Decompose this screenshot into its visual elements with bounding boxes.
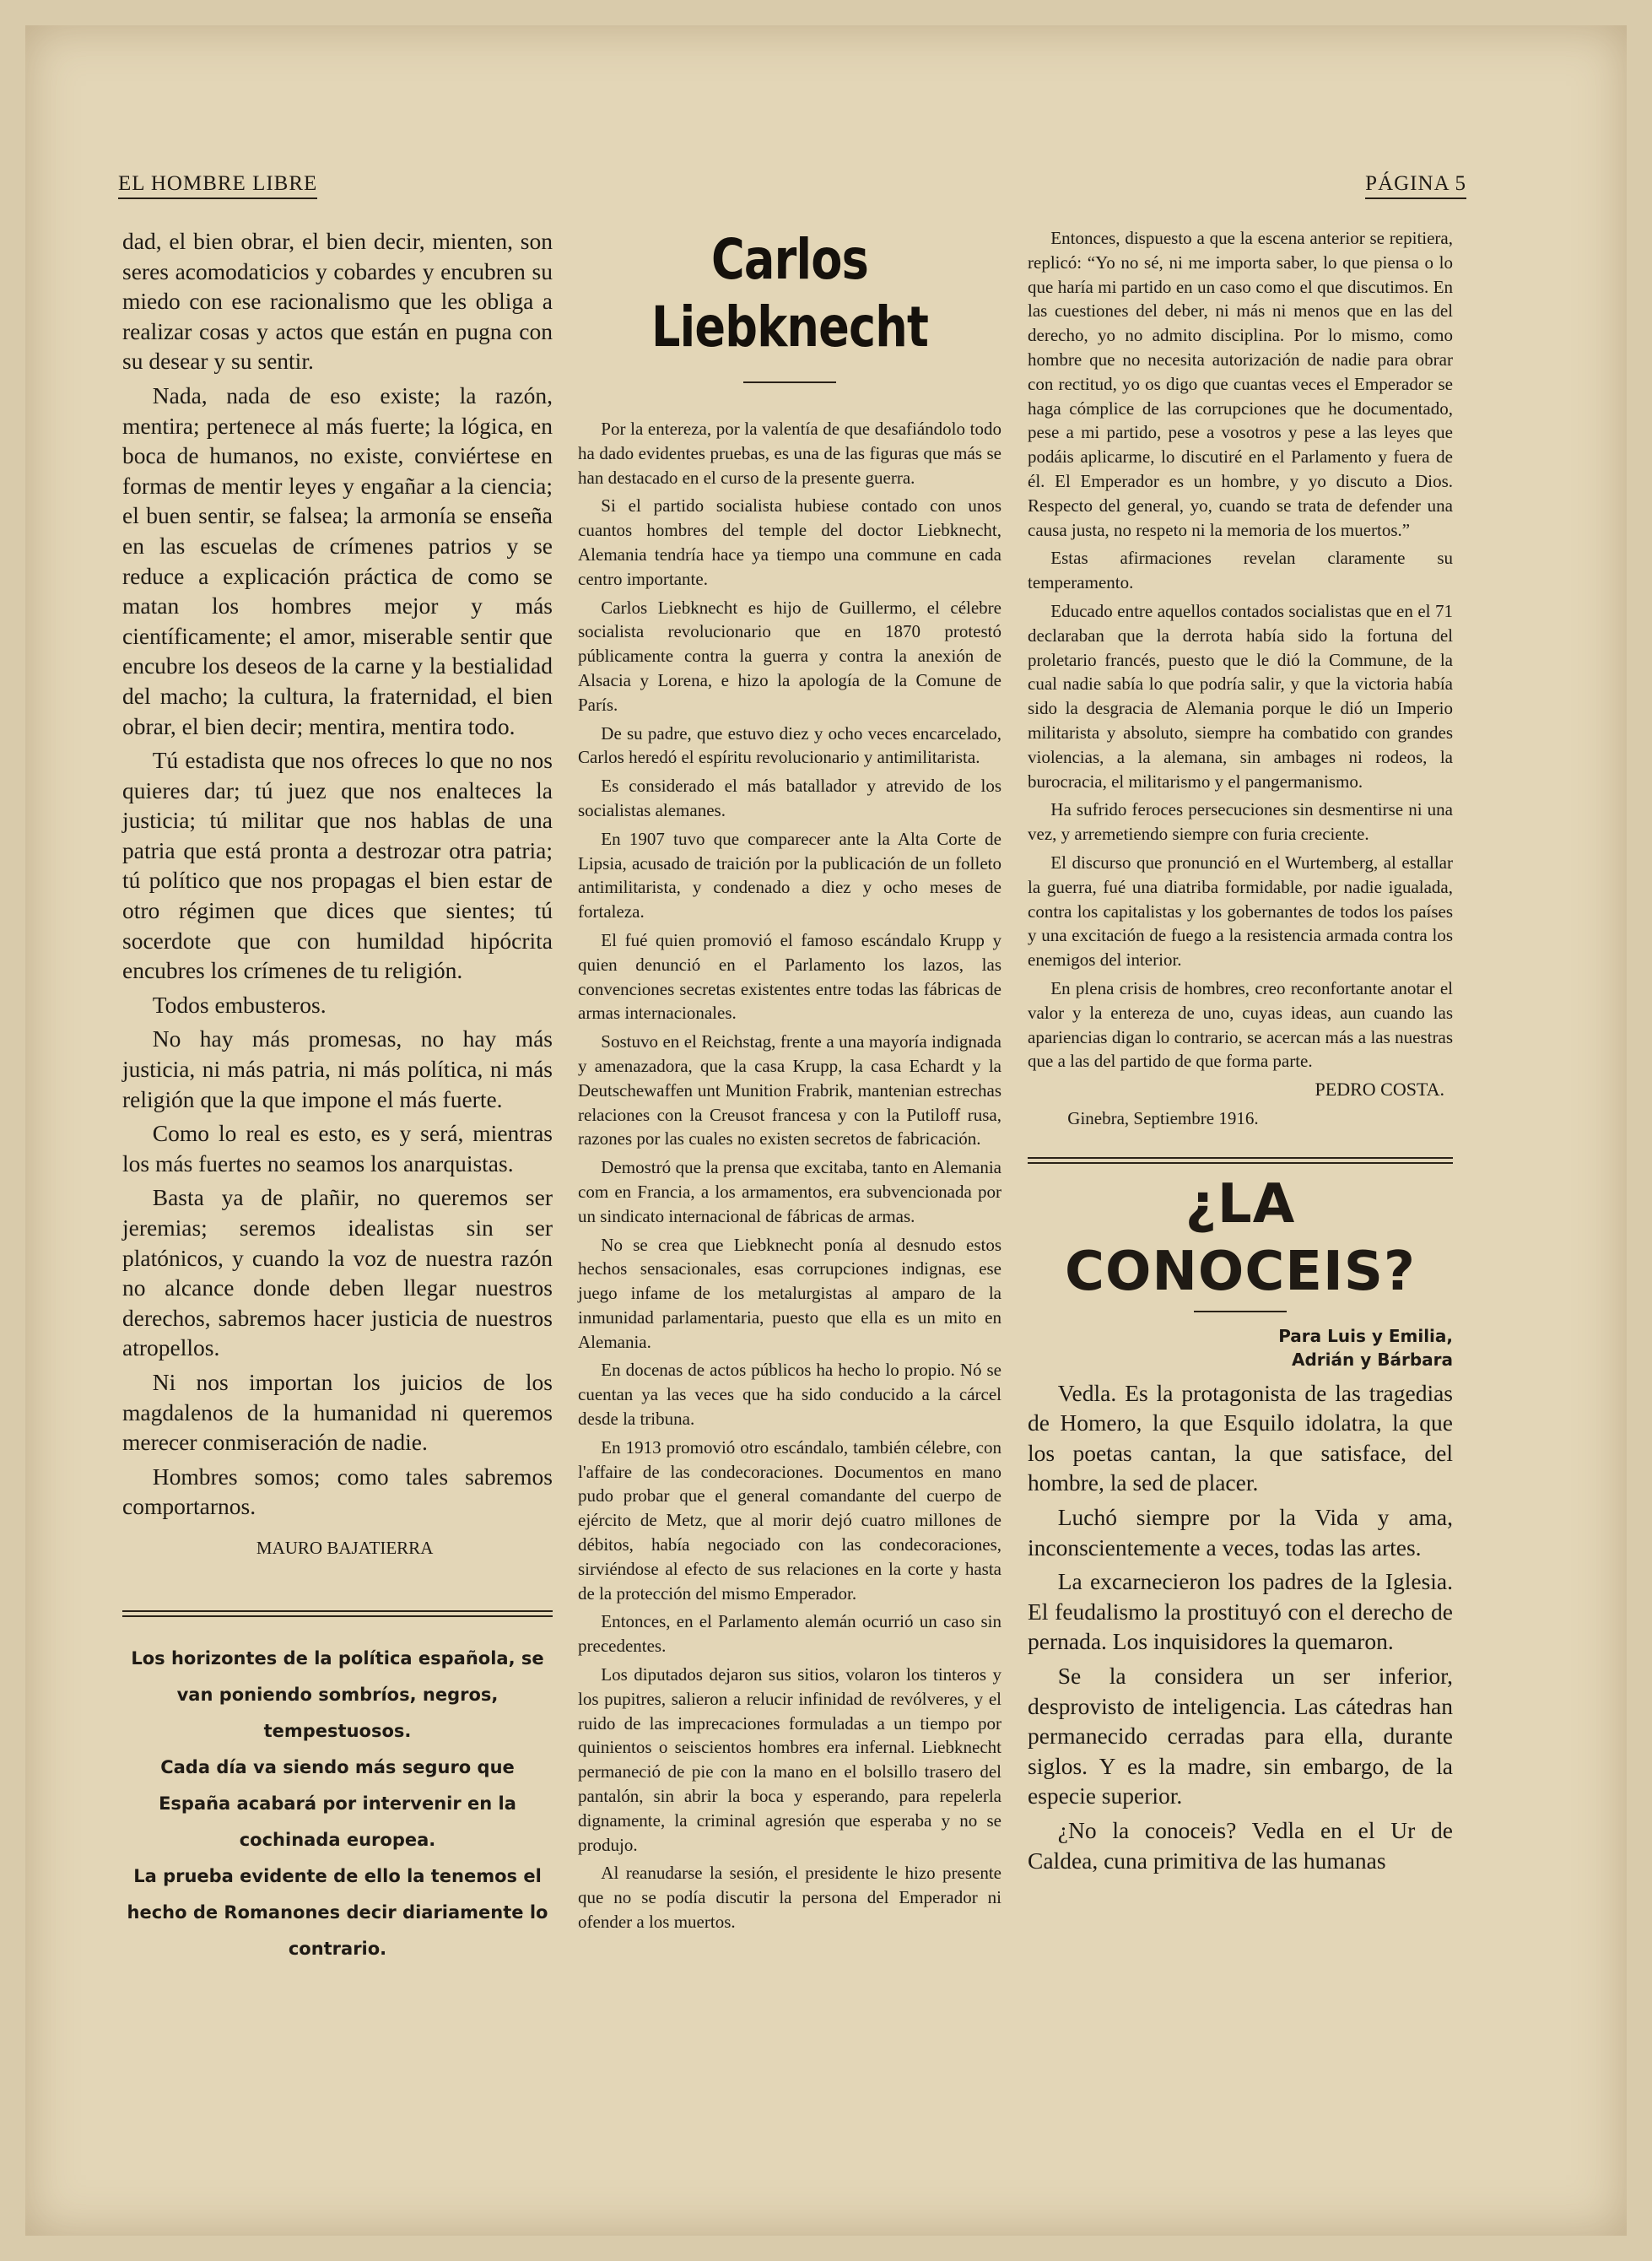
article-paragraph: De su padre, que estuvo diez y ocho veces encarcelado, Carlos heredó el espíritu revolucionario y antimilitarista.: [578, 722, 1001, 768]
article-paragraph: Como lo real es esto, es y será, mientras los más fuertes no seamos los anarquistas.: [122, 1120, 553, 1176]
article-paragraph: No hay más promesas, no hay más justicia, ni más patria, ni más política, ni más religión que la que impone el más fuerte.: [122, 1025, 553, 1112]
section-divider: [122, 1610, 553, 1617]
article-paragraph: Estas afirmaciones revelan claramente su temperamento.: [1028, 548, 1453, 593]
article-paragraph: Todos embusteros.: [152, 991, 327, 1018]
article-paragraph: Por la entereza, por la valentía de que desafiándolo todo ha dado evidentes pruebas, es una de las figuras que más se han destacado en el curso de la presente guerra.: [578, 419, 1001, 488]
article-paragraph: Nada, nada de eso existe; la razón, mentira; pertenece al más fuerte; la lógica, en boca de humanos, no existe, conviértese en formas de mentir leyes y engañar a la ciencia; el buen sentir, se falsea; la armonía se enseña en las escuelas de crímenes patrios y se reduce a explicación práctica de como se matan los hombres mejor y más científicamente; el amor, miserable sentir que encubre los deseos de la carne y la bestialidad del macho; la cultura, la fraternidad, el bien obrar, el bien decir; mentira, mentira todo.: [122, 381, 553, 739]
article-paragraph: En 1913 promovió otro escándalo, también célebre, con l'affaire de las condecoraciones. Documentos en mano pudo probar que el general comandante del cuerpo de ejército de Metz, que al morir dejó cuatro millones de débitos, había negociado con las condecoraciones, sirviéndose al efecto de sus relaciones en la corte y hasta de la protección del mismo Emperador.: [578, 1436, 1001, 1604]
article-paragraph: dad, el bien obrar, el bien decir, mienten, son seres acomodaticios y cobardes y encubren su miedo con ese racionalismo que les obliga a realizar cosas y actos que están en pugna con su desear y su sentir.: [122, 228, 553, 375]
article-paragraph: En plena crisis de hombres, creo reconfortante anotar el valor y la entereza de uno, cuyas ideas, aun cuando las apariencias digan lo contrario, se acercan más a las nuestras que a las del partido de que forma parte.: [1028, 977, 1453, 1072]
article-paragraph: Basta ya de plañir, no queremos ser jeremias; seremos idealistas sin ser platónicos, y cuando la voz de nuestra razón no alcance donde deben llegar nuestros derechos, sabremos hacer justicia de nuestros atropellos.: [122, 1184, 553, 1361]
article-paragraph: La excarnecieron los padres de la Iglesia. El feudalismo la prostituyó con el derecho de pernada. Los inquisidores la quemaron.: [1028, 1568, 1453, 1655]
article-paragraph: Es considerado el más batallador y atrevido de los socialistas alemanes.: [578, 776, 1001, 820]
dedication: [1028, 1324, 1453, 1371]
article-paragraph: Ni nos importan los juicios de los magdalenos de la humanidad ni queremos merecer conmiseración de nadie.: [122, 1368, 553, 1456]
newspaper-name: EL HOMBRE LIBRE: [118, 172, 317, 199]
article-paragraph: Al reanudarse la sesión, el presidente le hizo presente que no se podía discutir la persona del Emperador ni ofender a los muertos.: [578, 1863, 1001, 1933]
title-rule: [743, 381, 836, 383]
article-paragraph: ¿No la conoceis? Vedla en el Ur de Caldea, cuna primitiva de las humanas: [1028, 1817, 1453, 1874]
notice-paragraph: Cada día va siendo más seguro que España acabará por intervenir en la cochinada europea.: [159, 1756, 516, 1850]
article-title: Carlos Liebknecht: [651, 227, 928, 360]
article-paragraph: Sostuvo en el Reichstag, frente a una mayoría indignada y amenazadora, que la casa Krupp, la casa Echardt y la Deutschewaffen unt Munition Frabrik, mantenian estrechas relaciones con la Creusot francesa y con la Putiloff rusa, razones por las cuales no existen secretos de fabricación.: [578, 1031, 1001, 1149]
article-paragraph: Educado entre aquellos contados socialistas que en el 71 declaraban que la derrota había sido la fortuna del proletario francés, puesto que le dió la Commune, de la cual nadie sabía lo que podría salir, y que la victoria había sido la desgracia de Alemania porque le dió un Imperio militarista y absoluto, siempre ha combatido con grandes violencias, a la alemana, sin ambages ni rodeos, la burocracia, el militarismo y el pangermanismo.: [1028, 600, 1453, 792]
dedication-line: Para Luis y Emilia,: [1278, 1325, 1453, 1346]
article-paragraph: Vedla. Es la protagonista de las tragedias de Homero, la que Esquilo idolatra, la que los poetas cantan, la que satisface, del hombre, la sed de placer.: [1028, 1379, 1453, 1496]
article-paragraph: No se crea que Liebknecht ponía al desnudo estos hechos sensacionales, esas corrupciones indignas, ese juego infame de los metalurgistas al amparo de la inmunidad parlamentaria, puesto que ella es un mito en Alemania.: [578, 1234, 1001, 1352]
article-paragraph: Los diputados dejaron sus sitios, volaron los tinteros y los pupitres, salieron a relucir infinidad de revólveres, y el ruido de las imprecaciones formuladas a un tiempo por quinientos o seiscientos hombres era infernal. Liebknecht permaneció de pie con la mano en el bolsillo trasero del pantalón, sin abrir la boca y esperando, para repelerla dignamente, la criminal agresión que esperaba y no se produjo.: [578, 1664, 1001, 1855]
article-paragraph: Hombres somos; como tales sabremos comportarnos.: [122, 1463, 553, 1520]
column-right: [1028, 226, 1453, 1880]
article-body: [1028, 1378, 1453, 1876]
article-paragraph: Ha sufrido feroces persecuciones sin desmentirse ni una vez, y arremetiendo siempre con furia creciente.: [1028, 799, 1453, 845]
article-paragraph: Tú estadista que nos ofreces lo que no nos quieres dar; tú juez que nos enalteces la justicia; tú militar que nos hablas de una patria que está pronta a destrozar otra patria; tú político que nos propagas el bien estar de otro régimen que dices que sientes; tú socerdote que con humildad hipócrita encubres los crímenes de tu religión.: [122, 747, 553, 984]
author-signature: MAURO BAJATIERRA: [256, 1537, 434, 1558]
dedication-line: Adrián y Bárbara: [1292, 1349, 1453, 1370]
article-paragraph: Se la considera un ser inferior, desprovisto de inteligencia. Las cátedras han permanecido cerradas para ella, durante siglos. Y es la madre, sin embargo, de la especie superior.: [1028, 1663, 1453, 1809]
article-paragraph: Entonces, en el Parlamento alemán ocurrió un caso sin precedentes.: [578, 1611, 1001, 1657]
article-paragraph: El discurso que pronunció en el Wurtemberg, al estallar la guerra, fué una diatriba formidable, por nadie igualada, contra los capitalistas y los gobernantes de todos los países y una excitación de fuego a la resistencia armada contra los enemigos del interior.: [1028, 852, 1453, 971]
article-paragraph: El fué quien promovió el famoso escándalo Krupp y quien denunció en el Parlamento los lazos, las convenciones secretas existentes entre todas las fábricas de armas internacionales.: [578, 929, 1001, 1024]
article-paragraph: En 1907 tuvo que comparecer ante la Alta Corte de Lipsia, acusado de traición por la publicación de un folleto antimilitarista, y condenado a diez y ocho meses de fortaleza.: [578, 828, 1001, 922]
article-paragraph: En docenas de actos públicos ha hecho lo propio. Nó se cuentan ya las veces que ha sido conducido a la cárcel desde la tribuna.: [578, 1360, 1001, 1430]
title-rule: [1194, 1311, 1287, 1312]
section-divider: [1028, 1157, 1453, 1164]
notice-box: [122, 1641, 553, 1967]
column-left: [122, 226, 553, 1967]
place-date: Ginebra, Septiembre 1916.: [1067, 1107, 1259, 1128]
notice-paragraph: La prueba evidente de ello la tenemos el hecho de Romanones decir diariamente lo contrario.: [127, 1865, 548, 1959]
article-paragraph: Si el partido socialista hubiese contado con unos cuantos hombres del temple del doctor Liebknecht, Alemania tendría hace ya tiempo una commune en cada centro importante.: [578, 495, 1001, 589]
column-middle: [578, 226, 1001, 1939]
article-paragraph: Carlos Liebknecht es hijo de Guillermo, el célebre socialista revolucionario que en 1870 protestó públicamente contra la guerra y contra la anexión de Alsacia y Lorena, e hizo la apología de la Comune de París.: [578, 597, 1001, 715]
article-paragraph: Entonces, dispuesto a que la escena anterior se repitiera, replicó: “Yo no sé, ni me importa saber, lo que piensa o lo que haría mi partido en un caso como el que discutimos. En las cuestiones del deber, ni más ni menos que en las del derecho, yo no admito disciplina. Por lo mismo, como hombre que no necesita autorización de nadie para obrar con rectitud, yo os digo que cuantas veces el Emperador se haga cómplice de las corrupciones que he documentado, pese a mi partido, pese a vosotros y pese a las leyes que podáis aplicarme, lo discutiré en el Parlamento y fuera de él. El Emperador es un hombre, y yo discuto a Dios. Respecto del general, yo, cuando se trata de defender una causa justa, no respeto ni la memoria de los muertos.”: [1028, 228, 1453, 540]
author-signature: PEDRO COSTA.: [1315, 1079, 1444, 1101]
article-paragraph: Luchó siempre por la Vida y ama, inconscientemente a veces, todas las artes.: [1028, 1504, 1453, 1561]
page-header: [118, 165, 1466, 199]
article-paragraph: Demostró que la prensa que excitaba, tanto en Alemania com en Francia, a los armamentos, era subvencionada por un sindicato internacional de fábricas de armas.: [578, 1157, 1001, 1226]
notice-paragraph: Los horizontes de la política española, se van poniendo sombríos, negros, tempestuosos.: [131, 1647, 544, 1741]
page-number: PÁGINA 5: [1365, 172, 1466, 199]
article-title: ¿LA CONOCEIS?: [1064, 1172, 1417, 1303]
